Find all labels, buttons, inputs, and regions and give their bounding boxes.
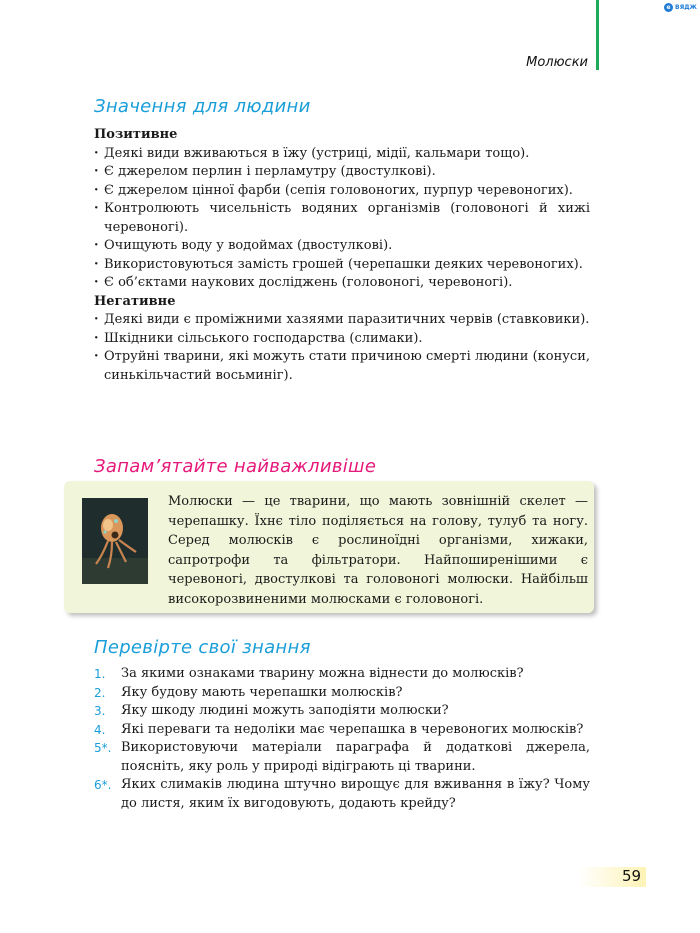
positive-item: · Є джерелом цінної фарби (сепія головоногих, пурпур черевоногих). <box>94 182 590 201</box>
importance-section <box>94 126 590 385</box>
question-text: Використовуючи матеріали параграфа й додаткові джерела, поясніть, яку роль у природі відіграють ці тварини. <box>121 740 590 774</box>
question-item <box>94 776 590 813</box>
positive-label: Позитивне <box>94 127 178 142</box>
squid-image-icon <box>82 498 148 584</box>
positive-item: · Використовуються замість грошей (черепашки деяких черевоногих). <box>94 256 590 275</box>
positive-item: · Очищують воду у водоймах (двостулкові). <box>94 237 590 256</box>
question-text: Яких слимаків людина штучно вирощує для вживання в їжу? Чому до листя, яким їх вигодовують, додають крейду? <box>121 777 590 811</box>
question-item <box>94 665 590 684</box>
negative-item: · Отруйні тварини, які можуть стати причиною смерті людини (конуси, синькільчастий восьминіг). <box>94 348 590 385</box>
positive-item: · Деякі види вживаються в їжу (устриці, мідії, кальмари тощо). <box>94 145 590 164</box>
question-text: Яку будову мають черепашки молюсків? <box>121 684 403 700</box>
question-number: 2. <box>94 685 106 700</box>
question-list <box>94 665 590 813</box>
negative-item: · Шкідники сільського господарства (слимаки). <box>94 330 590 349</box>
question-text: Яку шкоду людині можуть заподіяти молюски? <box>121 703 449 718</box>
question-item <box>94 684 590 703</box>
question-item <box>94 721 590 740</box>
publisher-logo <box>664 3 697 12</box>
positive-item: · Контролюють чисельність водяних організмів (головоногі й хижі черевоногі). <box>94 200 590 237</box>
question-number: 4. <box>94 722 106 737</box>
logo-icon: e <box>664 3 673 12</box>
question-number: 3. <box>94 704 106 718</box>
question-item <box>94 702 590 721</box>
squid-photo <box>82 498 148 584</box>
question-number: 6*. <box>94 778 112 792</box>
summary-text: Молюски — це тварини, що мають зовнішній скелет — черепашку. Їхнє тіло поділяється на голову, тулуб та ногу. Серед молюсків є рослиноїдні організми, хижаки, сапротрофи та фільтратори. Найпоширенішими є черевоногі, двостулкові та головоногі молюски. Найбільш високорозвиненими молюсками є головоногі. <box>168 494 588 607</box>
question-text: За якими ознаками тварину можна віднести до молюсків? <box>121 666 524 681</box>
header-rule <box>596 0 599 70</box>
importance-heading: Значення для людини <box>94 96 311 117</box>
summary-heading: Запам’ятайте найважливіше <box>94 456 377 477</box>
positive-item: · Є об’єктами наукових досліджень (головоногі, черевоногі). <box>94 274 590 293</box>
negative-item: · Деякі види є проміжними хазяями паразитичних червів (ставковики). <box>94 311 590 330</box>
question-text: Які переваги та недоліки має черепашка в черевоногих молюсків? <box>121 721 584 737</box>
running-title: Молюски <box>526 55 588 70</box>
check-heading: Перевірте свої знання <box>94 637 311 658</box>
question-number: 1. <box>94 667 106 681</box>
page-number: 59 <box>622 867 642 885</box>
negative-label: Негативне <box>94 293 176 309</box>
question-item <box>94 739 590 776</box>
positive-item: · Є джерелом перлин і перламутру (двостулкові). <box>94 163 590 182</box>
summary-box <box>64 481 594 613</box>
question-number: 5*. <box>94 741 112 755</box>
logo-text: ВЯДЖ <box>675 4 697 11</box>
